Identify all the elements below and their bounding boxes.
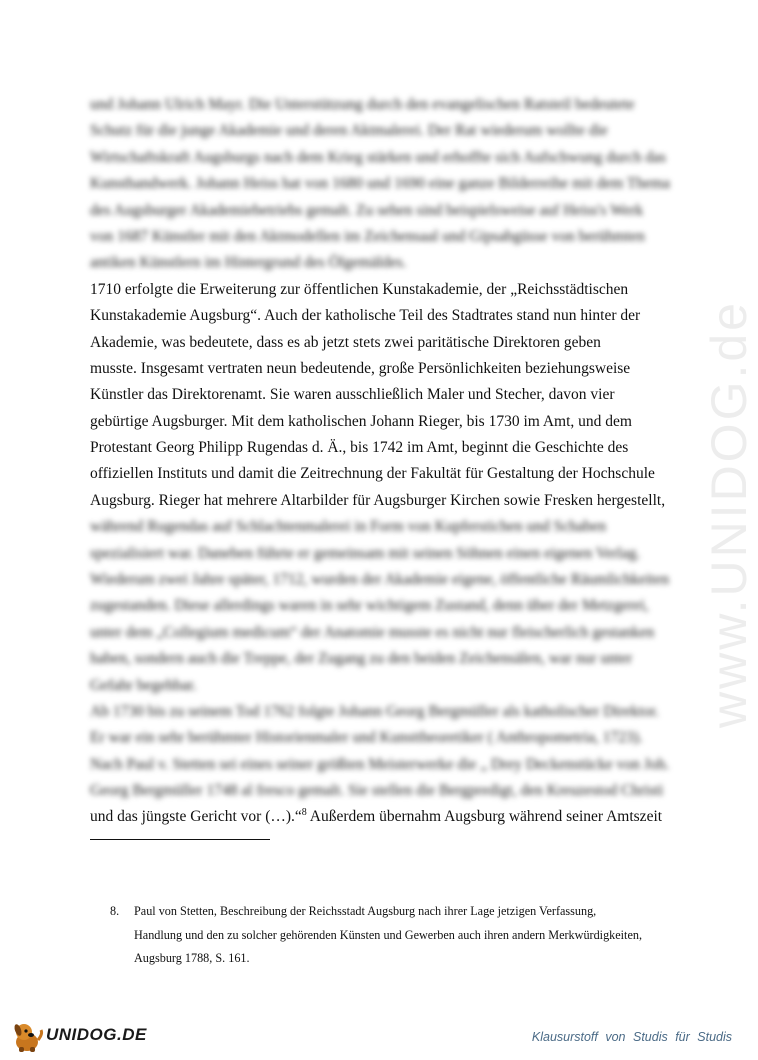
footnote-line: Handlung und den zu solcher gehörenden Künsten und Gewerben auch ihren andern Merkwürdigkeiten, bbox=[134, 927, 642, 942]
text-line: Kunsthandwerk. Johann Heiss hat von 1680 und 1690 eine ganze Bilderreihe mit dem Thema bbox=[90, 175, 670, 193]
unidog-logo[interactable] bbox=[10, 1020, 150, 1054]
text-line: während Rugendas auf Schlachtenmalerei in Form von Kupferstichen und Schaben bbox=[90, 518, 607, 536]
text-line: antiken Künstlern im Hintergrund des Ölgemäldes. bbox=[90, 254, 407, 272]
last-line-end: Außerdem übernahm Augsburg während seiner Amtszeit bbox=[306, 808, 663, 825]
watermark: www.UNIDOG.de bbox=[701, 300, 757, 728]
text-line: Ab 1730 bis zu seinem Tod 1762 folgte Johann Georg Bergmüller als katholischer Direktor. bbox=[90, 702, 659, 720]
footnote-body bbox=[134, 900, 670, 971]
text-line: von 1687 Künstler mit den Aktmodellen im Zeichensaal und Gipsabgüsse von berühmten bbox=[90, 227, 645, 245]
text-line: unter dem „Collegium medicum“ der Anatomie musste es nicht nur fleischerlich gestanken bbox=[90, 623, 655, 641]
text-line: musste. Insgesamt vertraten neun bedeutende, große Persönlichkeiten beziehungsweise bbox=[90, 359, 631, 377]
text-line: Nach Paul v. Stetten sei eines seiner größten Meisterwerke die „ Drey Deckenstücke von Joh. bbox=[90, 755, 670, 773]
slogan: Klausurstoff von Studis für Studis bbox=[531, 1030, 732, 1044]
text-line: 1710 erfolgte die Erweiterung zur öffentlichen Kunstakademie, der „Reichsstädtischen bbox=[90, 280, 629, 298]
text-line: Augsburg. Rieger hat mehrere Altarbilder für Augsburger Kirchen sowie Fresken hergestellt, bbox=[90, 491, 666, 509]
text-line: Gefahr begehbar. bbox=[90, 676, 197, 694]
text-line: Er war ein sehr berühmter Historienmaler und Kunsttheoretiker ( Anthropometria, 1723). bbox=[90, 729, 643, 747]
body-text bbox=[90, 92, 670, 805]
dog-mascot-icon bbox=[10, 1020, 44, 1059]
footnote-line: Augsburg 1788, S. 161. bbox=[134, 951, 250, 965]
text-line: offiziellen Instituts und damit die Zeitrechnung der Fakultät für Gestaltung der Hochschule bbox=[90, 465, 655, 483]
footnote-separator bbox=[90, 839, 270, 840]
text-line: Schutz für die junge Akademie und deren Aktmalerei. Der Rat wiederum wollte die bbox=[90, 122, 608, 140]
last-line-start: und das jüngste Gericht vor (…).“ bbox=[90, 808, 302, 825]
text-line: Protestant Georg Philipp Rugendas d. Ä., bis 1742 im Amt, beginnt die Geschichte des bbox=[90, 439, 629, 457]
footnote bbox=[110, 900, 670, 971]
text-line: gebürtige Augsburger. Mit dem katholischen Johann Rieger, bis 1730 im Amt, und dem bbox=[90, 412, 632, 430]
text-line: Künstler das Direktorenamt. Sie waren ausschließlich Maler und Stecher, davon vier bbox=[90, 386, 615, 404]
text-line: Wirtschaftskraft Augsburgs nach dem Krieg stärken und erhoffte sich Aufschwung durch das bbox=[90, 148, 667, 166]
text-line: Akademie, was bedeutete, dass es ab jetzt stets zwei paritätische Direktoren geben bbox=[90, 333, 601, 351]
body-last-line bbox=[90, 804, 662, 830]
logo-text: UNIDOG.DE bbox=[46, 1025, 147, 1044]
text-line: haben, sondern auch die Treppe, der Zugang zu den beiden Zeichensälen, war nur unter bbox=[90, 650, 633, 668]
text-line: Wiederum zwei Jahre später, 1712, wurden der Akademie eigene, öffentliche Räumlichkeiten bbox=[90, 571, 670, 589]
footnote-line: Paul von Stetten, Beschreibung der Reichsstadt Augsburg nach ihrer Lage jetzigen Verfassung, bbox=[134, 904, 597, 918]
text-line: Kunstakademie Augsburg“. Auch der katholische Teil des Stadtrates stand nun hinter der bbox=[90, 307, 641, 325]
footnote-number: 8. bbox=[110, 904, 120, 918]
text-line: Georg Bergmüller 1748 al fresco gemalt. Sie stellen die Bergpredigt, den Kreuzestod Christi bbox=[90, 782, 664, 800]
text-line: spezialisiert war. Daneben führte er gemeinsam mit seinen Söhnen einen eigenen Verlag. bbox=[90, 544, 641, 562]
text-line: des Augsburger Akademiebetriebs gemalt. Zu sehen sind beispielsweise auf Heiss's Werk bbox=[90, 201, 644, 219]
footnote-reference[interactable]: 8 bbox=[301, 806, 307, 818]
text-line: und Johann Ulrich Mayr. Die Unterstützung durch den evangelischen Ratsteil bedeutete bbox=[90, 96, 635, 113]
text-line: zugestanden. Diese allerdings waren in sehr wichtigem Zustand, denn über der Metzgerei, bbox=[90, 597, 649, 615]
